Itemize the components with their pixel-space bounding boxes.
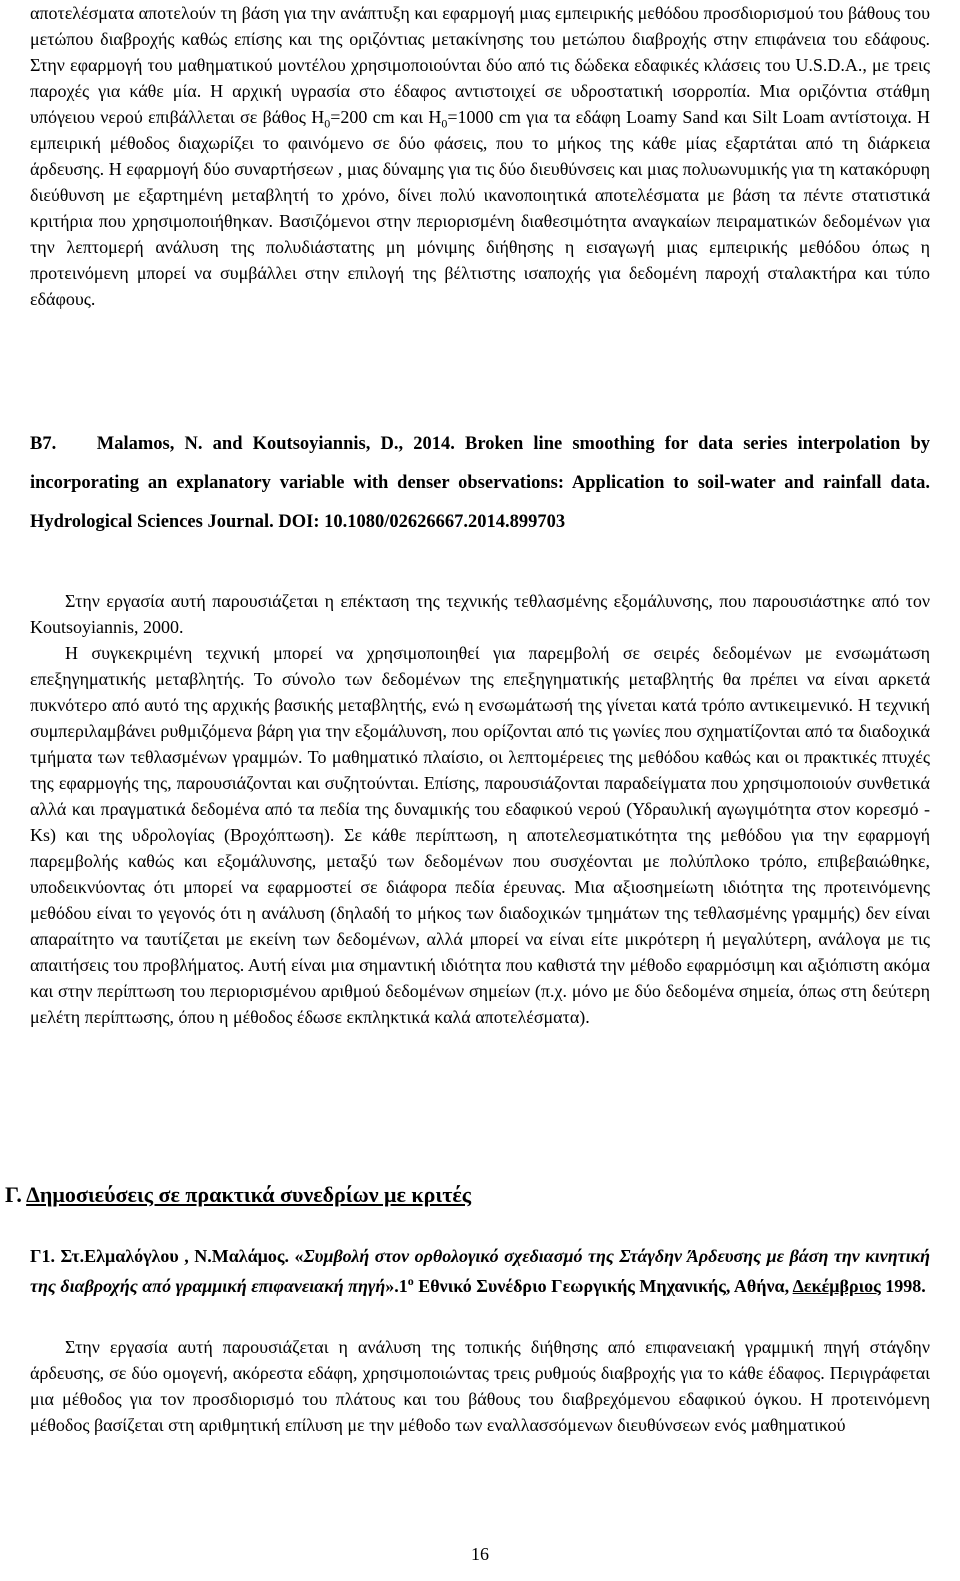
reference-b7-heading [30,425,930,542]
intro-text-part-2: =200 cm και H [330,107,442,127]
edition-number: 1 [398,1276,408,1296]
reference-label: Γ1. [30,1246,55,1266]
subscript-zero: 0 [441,116,448,131]
page-number: 16 [471,1544,489,1564]
conference-name: Εθνικό Συνέδριο Γεωργικής Μηχανικής, Αθήνα, [418,1276,793,1296]
b7-paragraph-2: Η συγκεκριμένη τεχνική μπορεί να χρησιμοποιηθεί για παρεμβολή σε σειρές δεδομένων με ενσωμάτωση επεξηγηματικής μεταβλητής. Το σύνολο των δεδομένων της επεξηγηματικής μεταβλητής θα πρέπει να είναι αρκετά πυκνότερο από αυτό της αρχικής βασικής μεταβλητής, ενώ η ενσωμάτωσή της γίνεται κατά τρόπο αντικειμενικό. Η τεχνική συμπεριλαμβάνει ρυθμιζόμενα βάρη για την εξομάλυνση, που ορίζονται από τις γωνίες που σχηματίζονται από τα διαδοχικά τμήματα των τεθλασμένων γραμμών. Το μαθηματικό πλαίσιο, οι λεπτομέρειες της μεθόδου καθώς και οι πρακτικές πτυχές της εφαρμογής της, παρουσιάζονται και συζητούνται. Επίσης, παρουσιάζονται παραδείγματα που χρησιμοποιούν συνθετικά αλλά και πραγματικά δεδομένα από τα πεδία της δυναμικής του εδαφικού νερού (Υδραυλική αγωγιμότητα στον κορεσμό - Ks) και της υδρολογίας (Βροχόπτωση). Σε κάθε περίπτωση, η αποτελεσματικότητα της μεθόδου για την εφαρμογή παρεμβολής καθώς και εξομάλυνσης, μεταξύ των δεδομένων που συσχέονται με πολύπλοκο τρόπο, επιβεβαιώθηκε, υποδεικνύοντας ότι μπορεί να εφαρμοστεί σε διάφορα πεδία έρευνας. Μια αξιοσημείωτη ιδιότητα της προτεινόμενης μεθόδου είναι το γεγονός ότι η ανάλυση (δηλαδή το μήκος των διαδοχικών τμημάτων της τεθλασμένης γραμμής) δεν είναι απαραίτητο να ταυτίζεται με εκείνη των δεδομένων, αλλά μπορεί να είναι είτε μικρότερη ή μεγαλύτερη, ανάλογα με τις απαιτήσεις του προβλήματος. Αυτή είναι μια σημαντική ιδιότητα που καθιστά την μέθοδο εφαρμόσιμη και αξιόπιστη ακόμα και στην περίπτωση του περιορισμένου αριθμού δεδομένων σημείων (π.χ. μόνο με δύο δεδομένα σημεία, όπως στη δεύτερη μελέτη περίπτωσης, όπου η μέθοδος έδωσε εκπληκτικά καλά αποτελέσματα). [30,643,930,1027]
section-prefix: Γ. [5,1182,22,1207]
reference-g1-heading: Γ1. Στ.Ελμαλόγλου , Ν.Μαλάμος. «Συμβολή στον ορθολογικό σχεδιασμό της Στάγδην Άρδευσης με βάση την κινητική της διαβροχής από γραμμική επιφανειακή $\pi\eta\gamma ή».1^o$ Εθνικό Συνέδριο Γεωργικής Μηχανικής, Αθήνα, Δεκέμβριος 1998. [30,1246,931,1296]
intro-text-part-3: =1000 cm για τα εδάφη Loamy Sand και Silt Loam αντίστοιχα. Η εμπειρική μέθοδος διαχωρίζει το φαινόμενο σε δύο φάσεις, που το μήκος της κάθε μίας εξαρτάται από τη διάρκεια άρδευσης. Η εφαρμογή δύο συναρτήσεων , μιας δύναμης για τις δύο διευθύνσεις και μιας πολυωνυμικής για τη κατακόρυφη διεύθυνση με εξαρτημένη μεταβλητή το χρόνο, δίνει πολύ ικανοποιητικά αποτελέσματα με βάση τα πέντε στατιστικά κριτήρια που χρησιμοποιήθηκαν. Βασιζόμενοι στην περιορισμένη διαθεσιμότητα αναγκαίων πειραματικών δεδομένων για την λεπτομερή ανάλυση της πολυδιάστατης μη μόνιμης διήθησης η εισαγωγή μιας εμπειρικής μεθόδου όπως η προτεινόμενη μπορεί να συμβάλλει στην επιλογή της βέλτιστης ισαποχής για δεδομένη παροχή σταλακτήρα και τύπο εδάφους. [30,107,931,309]
b7-paragraph-1: Στην εργασία αυτή παρουσιάζεται η επέκταση της τεχνικής τεθλασμένης εξομάλυνσης, που παρουσιάστηκε από τον Koutsoyiannis, 2000. [30,591,930,637]
reference-authors: Στ.Ελμαλόγλου , Ν.Μαλάμος. [60,1246,289,1266]
reference-title: Broken line smoothing for data series interpolation by incorporating an explanatory variable with denser observations: Application to soil-water and rainfall data. Hydrological Sciences Journal. DOI: 10.1080/02626667.2014.899703 [30,434,931,532]
g1-paragraph: Στην εργασία αυτή παρουσιάζεται η ανάλυση της τοπικής διήθησης από επιφανειακή γραμμική πηγή στάγδην άρδευσης, σε δύο ομογενή, ακόρεστα εδάφη, χρησιμοποιώντας τρεις ρυθμούς διαβροχής για το κάθε έδαφος. Περιγράφεται μια μέθοδος για τον προσδιορισμό του πλάτους και του βάθους του διαβρεχόμενου εδαφικού όγκου. Η προτεινόμενη μέθοδος βασίζεται στη αριθμητική επίλυση με την μέθοδο των εναλλασσόμενων διευθύνσεων ενός μαθηματικού [30,1337,930,1435]
reference-title: Συμβολή στον ορθολογικό σχεδιασμό της Στάγδην Άρδευσης με βάση την κινητική της διαβροχής από γραμμική επιφανειακή πηγή [30,1246,931,1296]
edition-superscript: ο [407,1274,414,1288]
reference-label: B7. [30,434,57,454]
section-heading [5,1180,905,1210]
conference-year: 1998. [880,1276,926,1296]
conference-month: Δεκέμβριος [792,1276,881,1296]
intro-paragraph [30,0,930,312]
reference-authors: Malamos, N. and Koutsoyiannis, D., 2014. [96,434,455,454]
section-title: Δημοσιεύσεις σε πρακτικά συνεδρίων με κριτές [26,1182,472,1207]
intro-text-part-1: αποτελέσματα αποτελούν τη βάση για την ανάπτυξη και εφαρμογή μιας εμπειρικής μεθόδου προσδιορισμού του βάθους του μετώπου διαβροχής καθώς επίσης και της οριζόντιας μετακίνησης του μετώπου διαβροχής στην επιφάνεια του εδάφους. Στην εφαρμογή του μαθηματικού μοντέλου χρησιμοποιούνται δύο από τις δώδεκα εδαφικές κλάσεις του U.S.D.A., με τρεις παροχές για κάθε μία. Η αρχική υγρασία στο έδαφος αντιστοιχεί σε υδροστατική ισορροπία. Μια οριζόντια στάθμη υπόγειου νερού επιβάλλεται σε βάθος H [30,3,930,127]
subscript-zero: 0 [324,116,331,131]
